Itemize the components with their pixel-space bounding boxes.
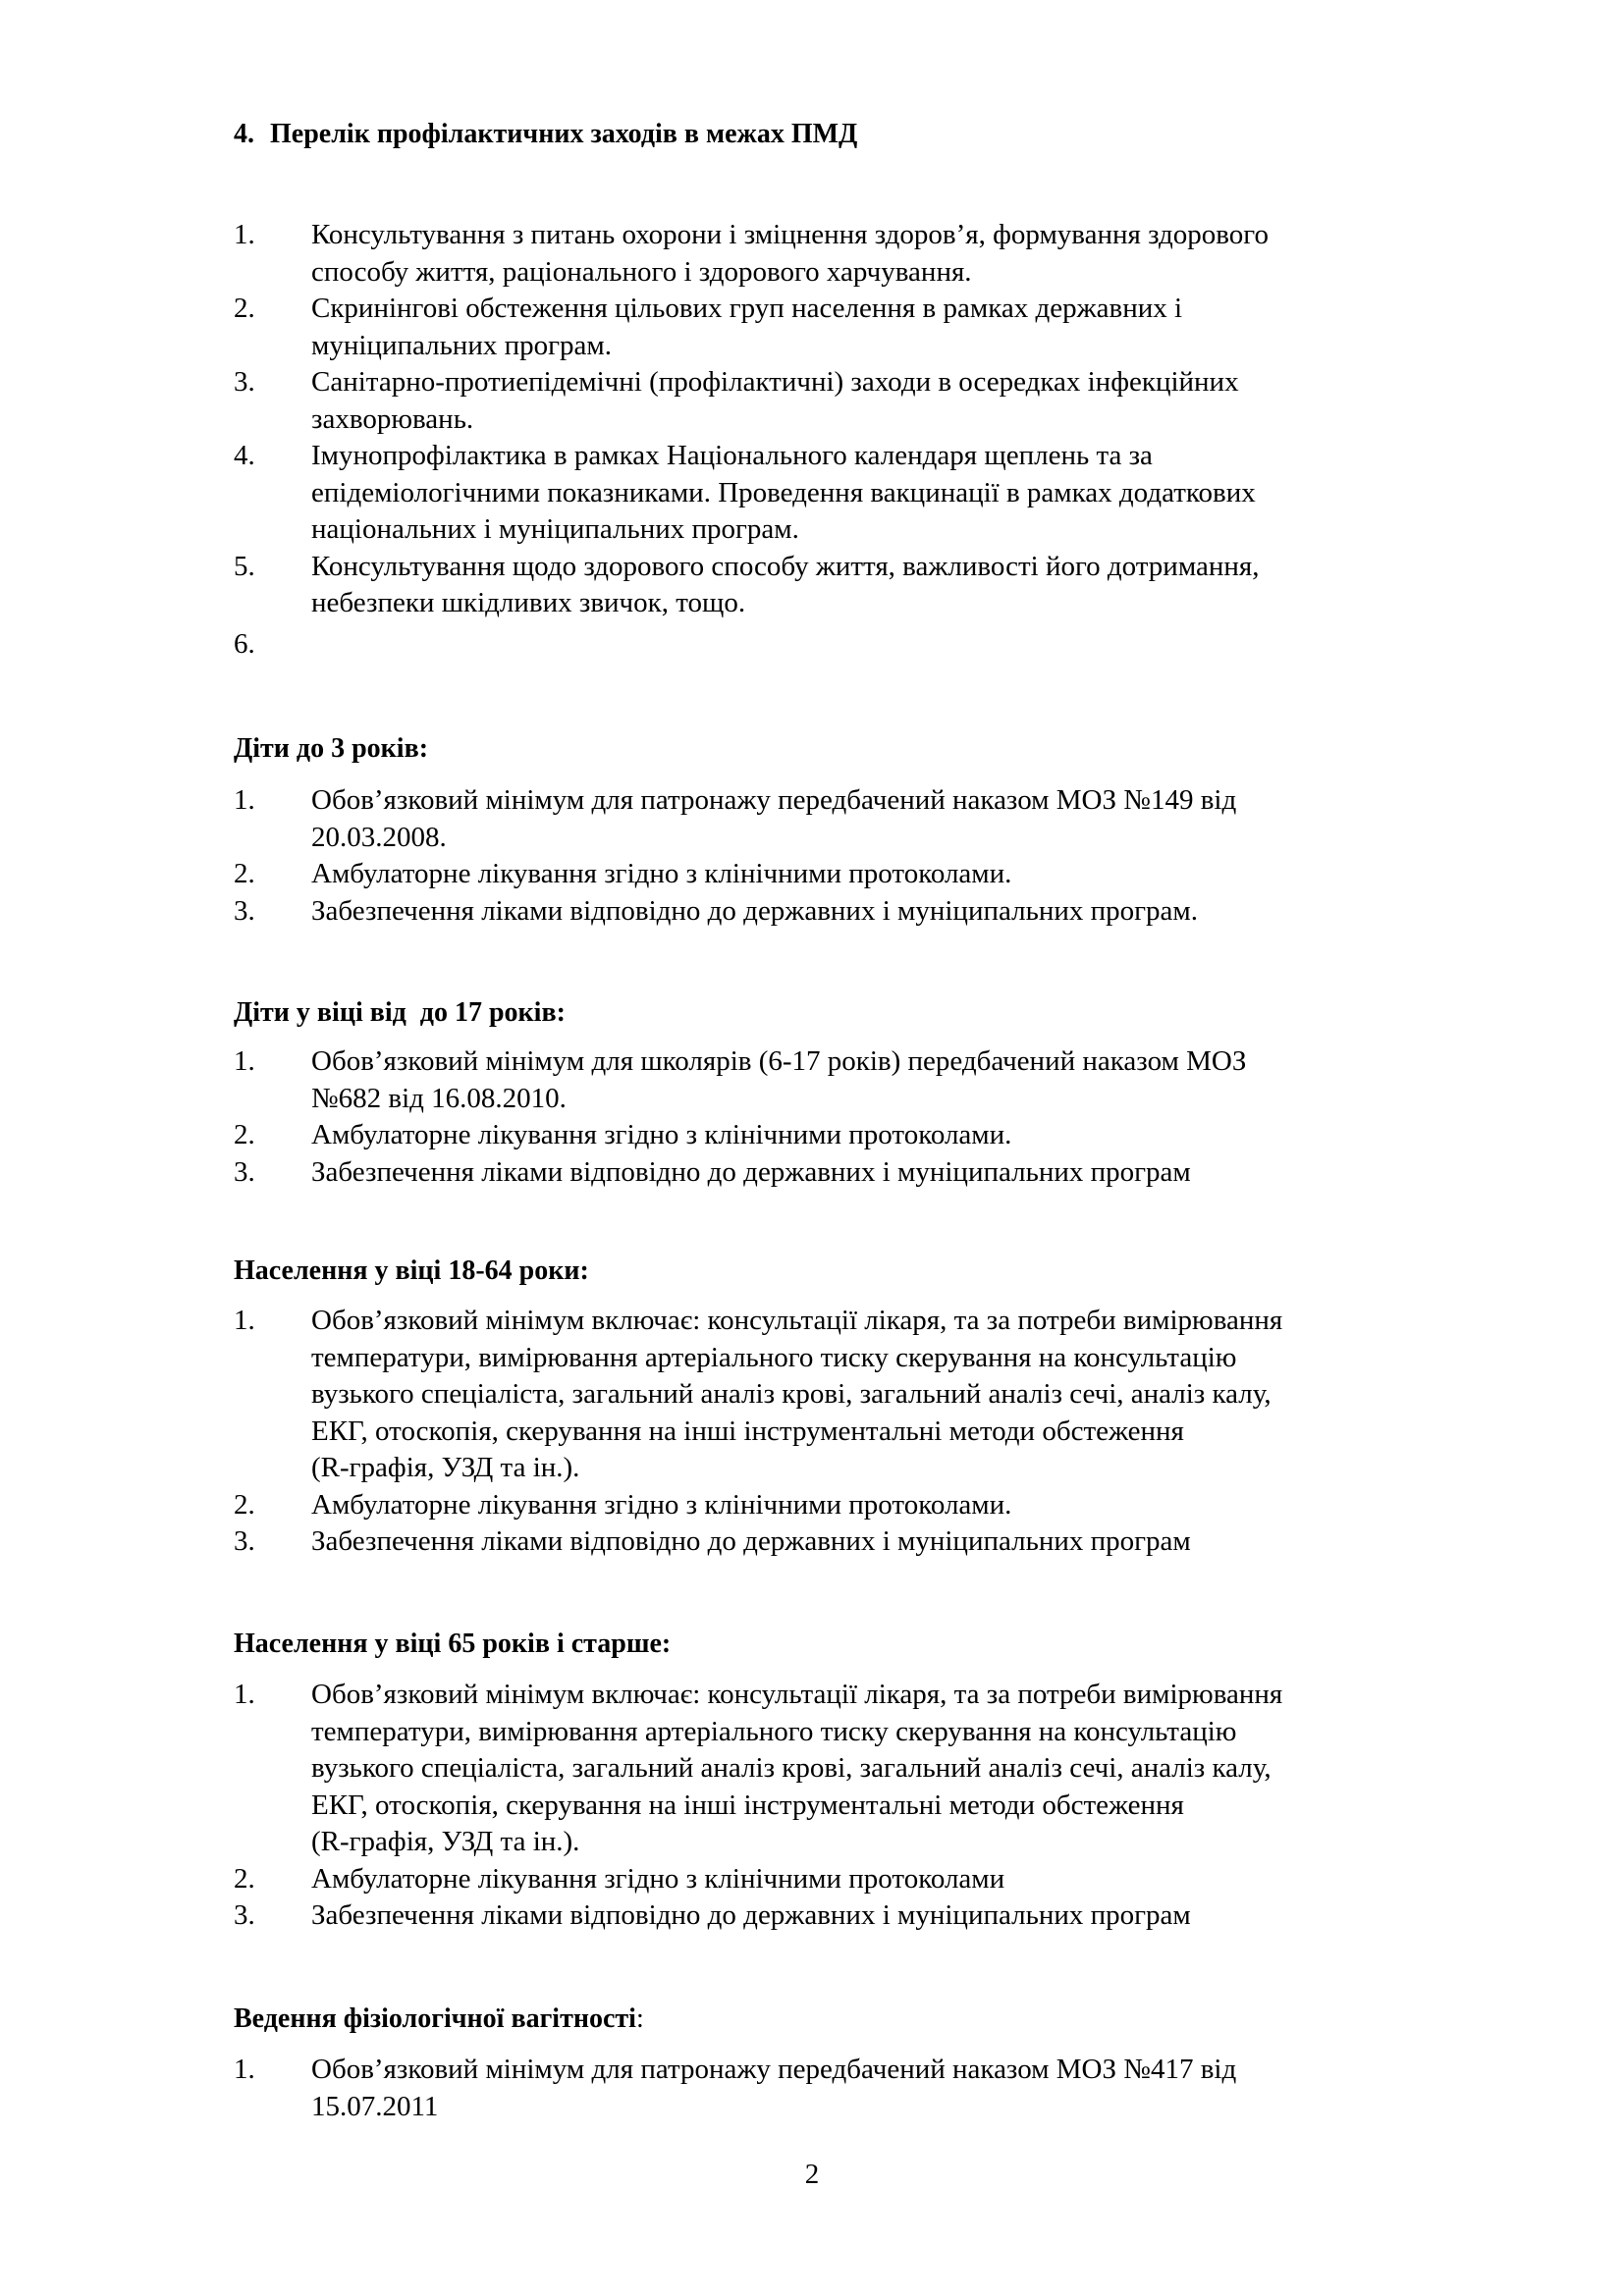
list-item: [234, 1861, 1461, 1898]
item-number: 6.: [234, 627, 255, 660]
list-item: [234, 893, 1461, 931]
list-item: [234, 856, 1461, 893]
subsection-heading-adults-18-64: Населення у віці 18-64 роки:: [234, 1255, 589, 1286]
list-item: [234, 1487, 1461, 1524]
page-number: 2: [804, 2159, 820, 2190]
children-to-17-list: [234, 1043, 1461, 1191]
item-text: Амбулаторне лікування згідно з клінічними протоколами: [311, 1862, 1005, 1895]
item-text: Амбулаторне лікування згідно з клінічними протоколами.: [311, 858, 1012, 889]
item-number: 2.: [234, 1488, 255, 1521]
section-title: Перелік профілактичних заходів в межах ПМД: [270, 119, 858, 149]
item-text: Консультування з питань охорони і зміцнення здоров’я, формування здорового способу життя, раціонального і здорового харчування.: [311, 219, 1269, 288]
list-item: [234, 782, 1461, 856]
list-item: [234, 1897, 1461, 1935]
pregnancy-title: Ведення фізіологічної вагітності: [234, 2003, 636, 2034]
list-item: [234, 217, 1461, 291]
item-number: 3.: [234, 1155, 255, 1188]
item-number: 4.: [234, 440, 255, 471]
item-number: 1.: [234, 2054, 255, 2085]
item-text: Обов’язковий мінімум включає: консультації лікаря, та за потреби вимірювання температури, вимірювання артеріального тиску скерування на консультацію вузького спеціаліста, загальний аналіз крові, загальний аналіз сечі, аналіз калу, ЕКГ, отоскопія, скерування на інші інструментальні методи обстеження (R-графія, УЗД та ін.).: [311, 1305, 1283, 1483]
list-item: [234, 364, 1461, 438]
list-item: [234, 549, 1461, 622]
item-text: Амбулаторне лікування згідно з клінічними протоколами.: [311, 1119, 1012, 1150]
item-text: Забезпечення ліками відповідно до державних і муніципальних програм: [311, 1155, 1191, 1188]
list-item: [234, 1677, 1461, 1861]
pregnancy-list: [234, 2052, 1461, 2125]
item-number: 2.: [234, 293, 255, 324]
item-number: 3.: [234, 894, 255, 927]
list-item: [234, 2052, 1461, 2125]
item-number: 1.: [234, 784, 255, 816]
item-text: Забезпечення ліками відповідно до державних і муніципальних програм.: [311, 894, 1198, 927]
item-text: Забезпечення ліками відповідно до державних і муніципальних програм: [311, 1899, 1191, 1931]
subsection-heading-pregnancy: [234, 2001, 644, 2038]
item-text: Санітарно-протиепідемічні (профілактичні) заходи в осередках інфекційних захворювань.: [311, 366, 1239, 435]
section-heading: [234, 116, 857, 153]
prevention-list: [234, 217, 1461, 663]
list-item: [234, 1043, 1461, 1117]
list-item: [234, 626, 1461, 664]
item-text: Обов’язковий мінімум для патронажу передбачений наказом МОЗ №417 від 15.07.2011: [311, 2054, 1237, 2122]
item-number: 3.: [234, 1899, 255, 1931]
item-text: [311, 626, 1461, 664]
item-text: Забезпечення ліками відповідно до державних і муніципальних програм: [311, 1525, 1191, 1557]
pregnancy-title-colon: :: [635, 2003, 644, 2034]
item-number: 2.: [234, 1119, 255, 1150]
item-number: 3.: [234, 1525, 255, 1557]
subsection-heading-children-under-3: Діти до 3 років:: [234, 733, 429, 764]
item-number: 2.: [234, 1862, 255, 1895]
item-number: 1.: [234, 219, 255, 250]
item-text: Обов’язковий мінімум для школярів (6-17 років) передбачений наказом МОЗ №682 від 16.08.2010.: [311, 1045, 1247, 1114]
subsection-heading-children-to-17: Діти у віці від до 17 років:: [234, 997, 566, 1028]
item-number: 1.: [234, 1305, 255, 1336]
item-text: Імунопрофілактика в рамках Національного календаря щеплень та за епідеміологічними показниками. Проведення вакцинації в рамках додаткових національних і муніципальних програм.: [311, 440, 1256, 545]
section-number: 4.: [234, 119, 254, 149]
list-item: [234, 1303, 1461, 1487]
children-under-3-list: [234, 782, 1461, 930]
item-number: 1.: [234, 1045, 255, 1077]
adults-18-64-list: [234, 1303, 1461, 1561]
item-text: Обов’язковий мінімум включає: консультації лікаря, та за потреби вимірювання температури, вимірювання артеріального тиску скерування на консультацію вузького спеціаліста, загальний аналіз крові, загальний аналіз сечі, аналіз калу, ЕКГ, отоскопія, скерування на інші інструментальні методи обстеження (R-графія, УЗД та ін.).: [311, 1679, 1283, 1857]
list-item: [234, 438, 1461, 549]
item-number: 5.: [234, 550, 255, 582]
item-text: Обов’язковий мінімум для патронажу передбачений наказом МОЗ №149 від 20.03.2008.: [311, 784, 1237, 853]
item-number: 2.: [234, 858, 255, 889]
item-number: 1.: [234, 1679, 255, 1710]
item-number: 3.: [234, 366, 255, 398]
list-item: [234, 1117, 1461, 1154]
list-item: [234, 291, 1461, 364]
item-text: Консультування щодо здорового способу життя, важливості його дотримання, небезпеки шкідливих звичок, тощо.: [311, 550, 1260, 618]
item-text: Амбулаторне лікування згідно з клінічними протоколами.: [311, 1488, 1012, 1521]
seniors-65-list: [234, 1677, 1461, 1935]
subsection-heading-seniors-65: Населення у віці 65 років і старше:: [234, 1629, 672, 1659]
list-item: [234, 1523, 1461, 1561]
item-text: Скринінгові обстеження цільових груп населення в рамках державних і муніципальних програм.: [311, 293, 1183, 361]
list-item: [234, 1154, 1461, 1192]
